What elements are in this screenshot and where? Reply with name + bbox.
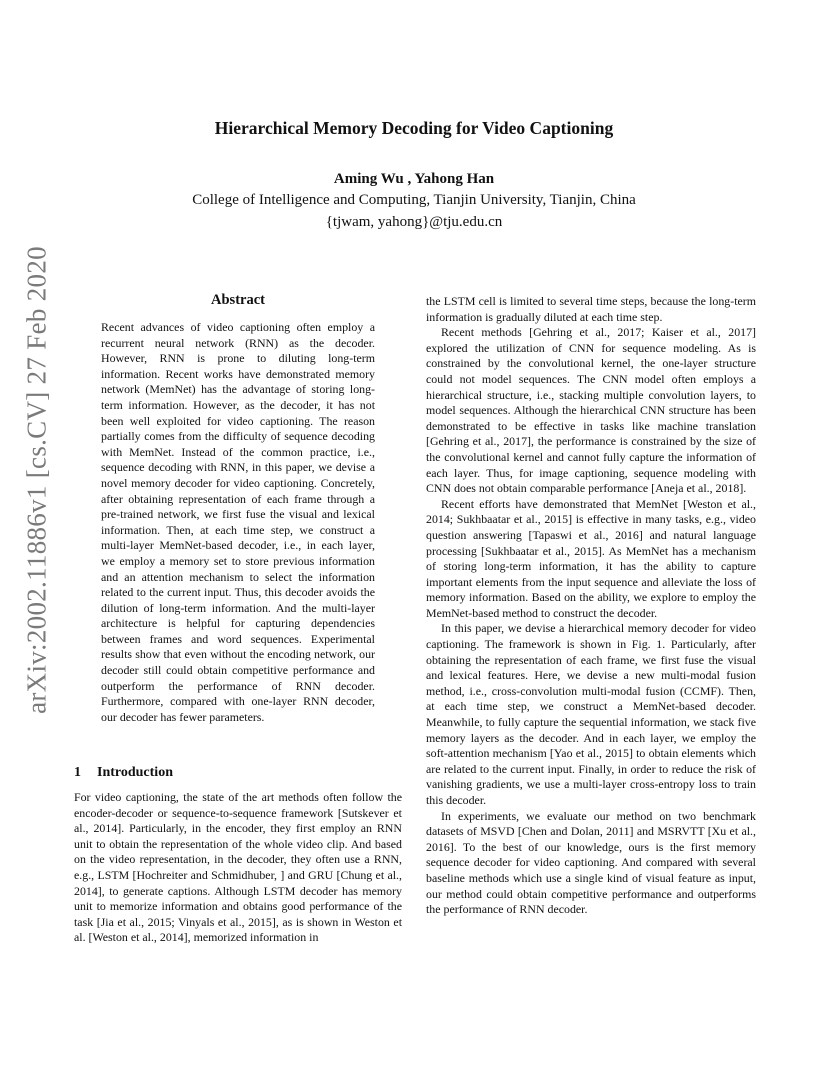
section-title: Introduction — [97, 765, 173, 780]
introduction-body — [74, 790, 402, 946]
abstract-heading: Abstract — [211, 292, 265, 308]
section-number: 1 — [74, 765, 81, 780]
right-column — [426, 294, 756, 918]
paragraph: Recent efforts have demonstrated that MemNet [Weston et al., 2014; Sukhbaatar et al., 2015] is effective in many tasks, e.g., video question answering [Tapaswi et al., 2016] and natural language processing [Sukhbaatar et al., 2015]. As MemNet has a mechanism of storing long-term information, it has the ability to capture important elements from the input sequence and alleviate the loss of memory information. Based on the ability, we explore to employ the MemNet-based method to construct the decoder. — [426, 496, 756, 620]
author-email: {tjwam, yahong}@tju.edu.cn — [325, 214, 503, 230]
paragraph: the LSTM cell is limited to several time steps, because the long-term information is gradually diluted at each time step. — [426, 294, 756, 324]
paragraph: In experiments, we evaluate our method on two benchmark datasets of MSVD [Chen and Dolan, 2011] and MSRVTT [Xu et al., 2016]. To the best of our knowledge, ours is the first memory sequence decoder for video captioning. And compared with several baseline methods which use a single kind of visual feature as input, our method could obtain competitive performance and outperforms the performance of RNN decoder. — [426, 808, 756, 917]
affiliation: College of Intelligence and Computing, Tianjin University, Tianjin, China — [192, 192, 636, 208]
abstract-body — [101, 320, 375, 725]
abstract-text: Recent advances of video captioning often employ a recurrent neural network (RNN) as the decoder. However, RNN is prone to diluting long-term information. Recent works have demonstrated memory network (MemNet) has the advantage of storing long-term information. However, as the decoder, it has not been well exploited for video captioning. The reason partially comes from the difficulty of sequence decoding with MemNet. Instead of the common practice, i.e., sequence decoding with RNN, in this paper, we devise a novel memory decoder for video captioning. Concretely, after obtaining representation of each frame through a pre-trained network, we first fuse the visual and lexical information. Then, at each time step, we construct a multi-layer MemNet-based decoder, i.e., in each layer, we employ a memory set to store previous information and an attention mechanism to select the information related to the current input. Thus, this decoder avoids the dilution of long-term information. And the multi-layer architecture is helpful for capturing dependencies between frames and word sequences. Experimental results show that even without the encoding network, our decoder still could obtain competitive performance and outperform the performance of RNN decoder. Furthermore, compared with one-layer RNN decoder, our decoder has fewer parameters. — [101, 320, 375, 724]
paragraph: Recent methods [Gehring et al., 2017; Kaiser et al., 2017] explored the utilization of CNN for sequence modeling. As is constrained by the convolutional kernel, the one-layer structure could not model sequences. The CNN model often employs a hierarchical structure, i.e., stacking multiple convolution layers, to model sequences. Although the hierarchical CNN structure has been demonstrated to be effective in tasks like machine translation [Gehring et al., 2017], the performance is constrained by the size of the convolutional kernel and cannot fully capture the information of each layer. Thus, for image captioning, sequence modeling with CNN does not obtain comparable performance [Aneja et al., 2018]. — [426, 325, 756, 496]
arxiv-stamp: arXiv:2002.11886v1 [cs.CV] 27 Feb 2020 — [21, 246, 52, 714]
paragraph: In this paper, we devise a hierarchical memory decoder for video captioning. The framework is shown in Fig. 1. Particularly, after obtaining the representation of each frame, we first fuse the visual and lexical features. Here, we devise a new multi-modal fusion method, i.e., cross-convolution multi-modal fusion (CCMF). Then, at each time step, we construct a MemNet-based decoder. Meanwhile, to fully capture the sequential information, we stack five memory layers as the decoder. And in each layer, we employ the soft-attention mechanism [Yao et al., 2015] to obtain elements which are related to the current input. Finally, in order to reduce the risk of vanishing gradients, we use a multi-layer cross-entropy loss to train this decoder. — [426, 621, 756, 807]
introduction-paragraph: For video captioning, the state of the art methods often follow the encoder-decoder or sequence-to-sequence framework [Sutskever et al., 2014]. Particularly, in the encoder, they first employ an RNN unit to obtain the representation of the whole video clip. And based on the video representation, in the decoder, they often use a RNN, e.g., LSTM [Hochreiter and Schmidhuber, ] and GRU [Chung et al., 2014], to generate captions. Although LSTM decoder has memory unit to memorize information and obtains good performance of the task [Jia et al., 2015; Vinyals et al., 2015], as is shown in Weston et al. [Weston et al., 2014], memorized information in — [74, 790, 402, 945]
author-list — [0, 171, 828, 188]
section-heading — [74, 765, 173, 781]
paper-title: Hierarchical Memory Decoding for Video Captioning — [214, 118, 614, 138]
authors: Aming Wu , Yahong Han — [333, 171, 495, 187]
